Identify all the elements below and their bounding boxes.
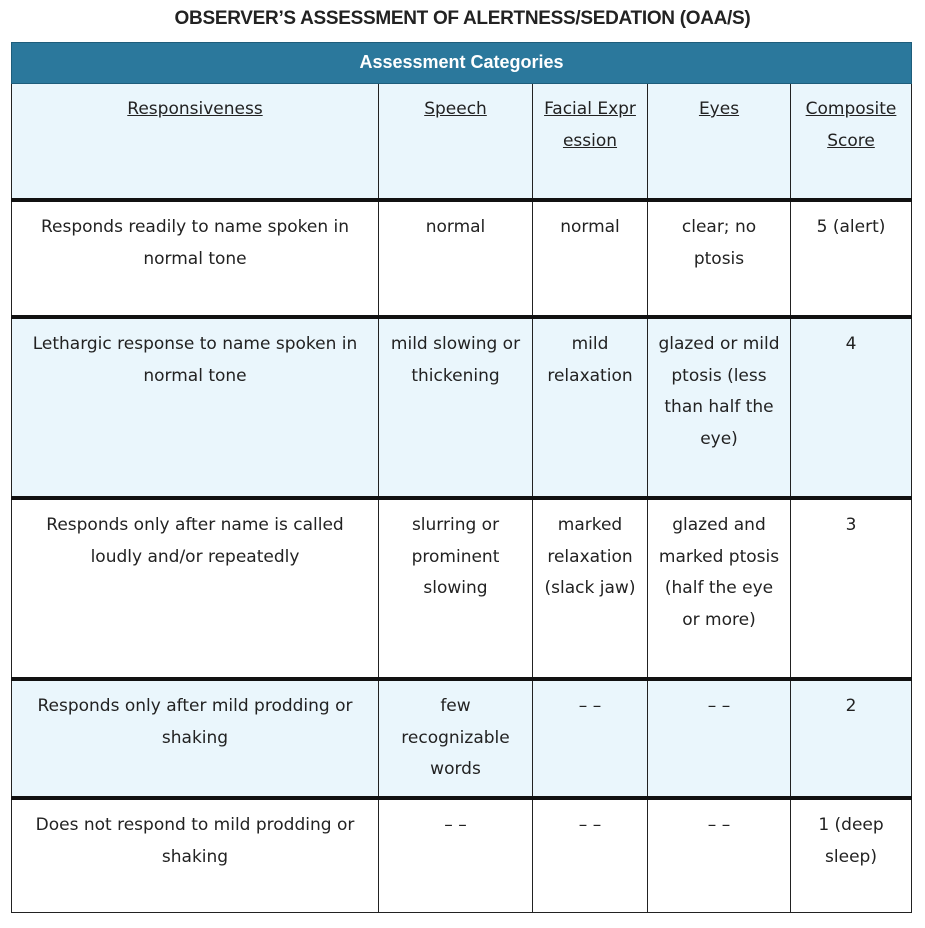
cell-score: 1 (deep sleep) <box>791 798 912 913</box>
cell-speech: slurring or prominent slowing <box>379 498 533 679</box>
cell-facial: – – <box>533 798 648 913</box>
assessment-categories-header: Assessment Categories <box>12 43 912 84</box>
cell-speech: normal <box>379 200 533 317</box>
cell-responsiveness: Does not respond to mild prodding or shaking <box>12 798 379 913</box>
table-row <box>12 798 912 913</box>
header-label: Speech <box>424 99 487 119</box>
cell-facial: normal <box>533 200 648 317</box>
header-label: Eyes <box>698 99 740 119</box>
header-label: Responsiveness <box>127 99 263 119</box>
cell-score: 2 <box>791 679 912 798</box>
cell-facial: mild relaxation <box>533 317 648 498</box>
cell-speech: – – <box>379 798 533 913</box>
header-eyes <box>648 84 791 201</box>
cell-facial: – – <box>533 679 648 798</box>
cell-eyes: – – <box>648 798 791 913</box>
table-row <box>12 679 912 798</box>
cell-facial: marked relaxation (slack jaw) <box>533 498 648 679</box>
header-facial-expression <box>533 84 648 201</box>
table-row <box>12 317 912 498</box>
cell-responsiveness: Responds only after name is called loudly and/or repeatedly <box>12 498 379 679</box>
cell-score: 5 (alert) <box>791 200 912 317</box>
header-speech <box>379 84 533 201</box>
column-header-row <box>12 84 912 201</box>
cell-responsiveness: Responds readily to name spoken in normal tone <box>12 200 379 317</box>
header-label: Composite Score <box>805 99 897 151</box>
header-responsiveness <box>12 84 379 201</box>
cell-speech: few recognizable words <box>379 679 533 798</box>
cell-eyes: glazed and marked ptosis (half the eye or more) <box>648 498 791 679</box>
cell-eyes: glazed or mild ptosis (less than half the eye) <box>648 317 791 498</box>
cell-responsiveness: Lethargic response to name spoken in normal tone <box>12 317 379 498</box>
oaas-table <box>11 42 912 913</box>
cell-score: 4 <box>791 317 912 498</box>
header-label: Facial Expression <box>544 99 636 151</box>
header-composite-score <box>791 84 912 201</box>
table-row <box>12 498 912 679</box>
cell-speech: mild slowing or thickening <box>379 317 533 498</box>
cell-eyes: – – <box>648 679 791 798</box>
cell-eyes: clear; no ptosis <box>648 200 791 317</box>
cell-score: 3 <box>791 498 912 679</box>
page-title: OBSERVER’S ASSESSMENT OF ALERTNESS/SEDATION (OAA/S) <box>174 8 751 29</box>
cell-responsiveness: Responds only after mild prodding or shaking <box>12 679 379 798</box>
table-row <box>12 200 912 317</box>
